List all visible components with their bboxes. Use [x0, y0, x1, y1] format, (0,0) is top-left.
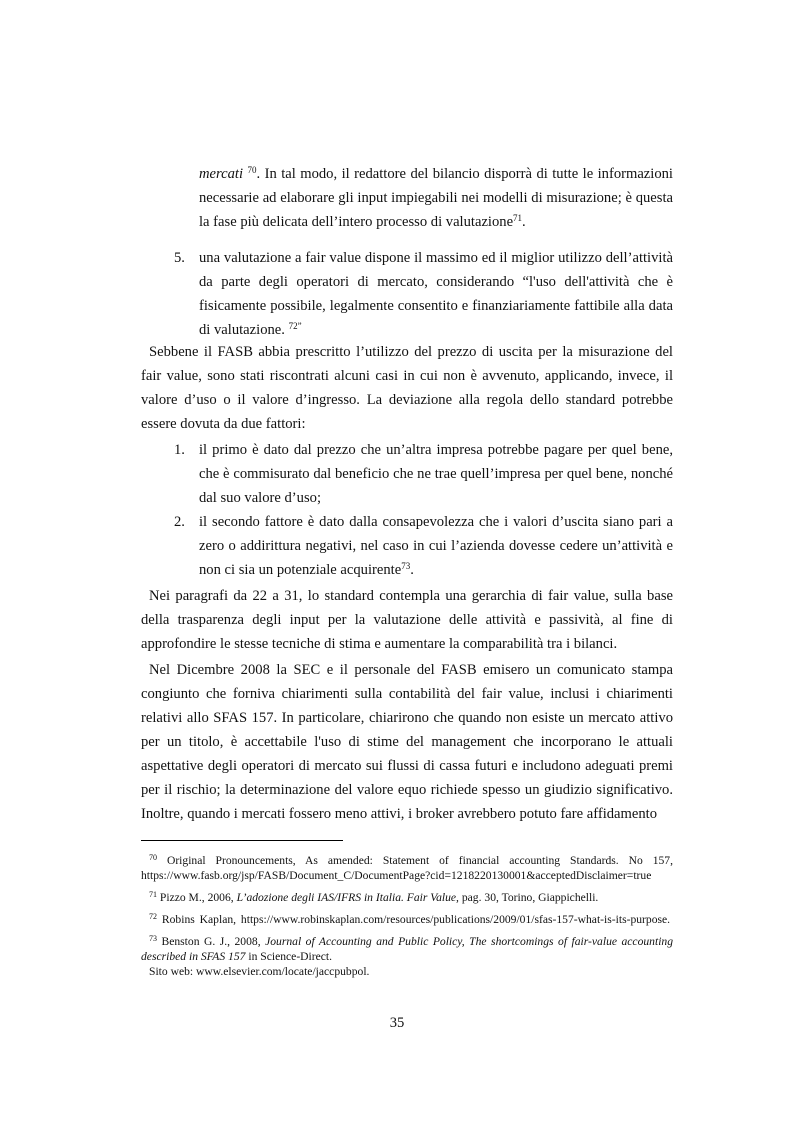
- page-number: 35: [389, 1015, 405, 1031]
- footnote-70: [141, 853, 673, 883]
- paragraph-1: Sebbene il FASB abbia prescritto l’utilizzo del prezzo di uscita per la misurazione del fair value, sono stati riscontrati alcuni casi in cui non è avvenuto, applicando, invece, il valore d’uso o il valore d’ingresso. La deviazione alla regola dello standard potrebbe essere dovuta da due fattori:: [141, 344, 673, 432]
- footnote-number: 72: [149, 912, 157, 921]
- numbered-list: [170, 438, 673, 582]
- list-continuation: [170, 162, 673, 342]
- footnote-number: 73: [149, 934, 157, 943]
- list-number: 5.: [174, 250, 185, 266]
- footnotes: [141, 853, 673, 986]
- item-end: .: [410, 562, 414, 578]
- footnote-73-site: Sito web: www.elsevier.com/locate/jaccpubpol.: [149, 965, 370, 978]
- footnote-title: L’adozione degli IAS/IFRS in Italia. Fair Value,: [236, 891, 459, 904]
- footnote-text: Benston G. J., 2008,: [161, 935, 266, 948]
- footnote-72: [141, 912, 673, 927]
- footnote-number: 71: [149, 890, 157, 899]
- footnote-number: 70: [149, 853, 157, 862]
- footnote-ref-70[interactable]: 70: [247, 165, 257, 175]
- list-item-4-continuation: [170, 162, 673, 234]
- item-end: .: [522, 214, 526, 230]
- item-text: . In tal modo, il redattore del bilancio disporrà di tutte le informazioni necessarie ad elaborare gli input impiegabili nei modelli di misurazione; è questa la fase più delicata dell’intero processo di valutazione: [199, 166, 673, 230]
- list-item-5: [170, 246, 673, 342]
- footnote-71: [141, 890, 673, 905]
- list-item-2: [170, 510, 673, 582]
- list-number: 2.: [174, 514, 185, 530]
- item-text: una valutazione a fair value dispone il massimo ed il miglior utilizzo dell’attività da parte degli operatori di mercato, considerando “l'uso dell'attività che è fisicamente possibile, legalmente consentito e finanziariamente fattibile alla data di valutazione.: [199, 250, 673, 338]
- footnote-text: Robins Kaplan, https://www.robinskaplan.com/resources/publications/2009/01/sfas-157-what-is-its-purpose.: [161, 913, 671, 926]
- footnote-ref-73[interactable]: 73: [401, 561, 411, 571]
- list-number: 1.: [174, 442, 185, 458]
- footnote-separator: [141, 840, 343, 841]
- footnote-text-end: in Science-Direct.: [245, 950, 333, 963]
- footnote-ref-72[interactable]: [289, 321, 302, 331]
- item-text: il secondo fattore è dato dalla consapevolezza che i valori d’uscita siano pari a zero o addirittura negativi, nel caso in cui l’azienda dovesse cedere un’attività e non ci sia un potenziale acquirente: [199, 514, 673, 578]
- italic-word: mercati: [199, 166, 244, 182]
- footnote-title: Journal of Accounting and Public Policy, The shortcomings of fair-value accounting described in SFAS 157: [141, 935, 674, 963]
- footnote-ref-71[interactable]: 71: [513, 213, 523, 223]
- list-item-1: [170, 438, 673, 510]
- footnote-ref-72-num: 72: [288, 321, 298, 331]
- footnote-text: Pizzo M., 2006,: [159, 891, 237, 904]
- paragraph-3: Nel Dicembre 2008 la SEC e il personale del FASB emisero un comunicato stampa congiunto che forniva chiarimenti sulla contabilità del fair value, inclusi i chiarimenti relativi allo SFAS 157. In particolare, chiarirono che quando non esiste un mercato attivo per un titolo, è accettabile l'uso di stime del management che incorporano le attuali aspettative degli operatori di mercato sui flussi di cassa futuri e includono adeguati premi per il rischio; la determinazione del valore equo richiede spesso un giudizio significativo. Inoltre, quando i mercati fossero meno attivi, i broker avrebbero potuto fare affidamento: [141, 662, 673, 822]
- footnote-73: [141, 934, 673, 964]
- footnote-text: Original Pronouncements, As amended: Statement of financial accounting Standards. No 157, https://www.fasb.org/jsp/FASB/Document_C/DocumentPage?cid=1218220130001&acceptedDisclaimer=true: [141, 854, 673, 882]
- item-text: il primo è dato dal prezzo che un’altra impresa potrebbe pagare per quel bene, che è commisurato dal beneficio che ne trae quell’impresa per quel bene, nonché dal suo valore d’uso;: [199, 442, 673, 506]
- quote-close: ”: [297, 321, 302, 331]
- paragraph-2: Nei paragrafi da 22 a 31, lo standard contempla una gerarchia di fair value, sulla base della trasparenza degli input per la valutazione delle attività e passività, al fine di approfondire le stesse tecniche di stima e aumentare la comparabilità tra i bilanci.: [141, 588, 673, 652]
- footnote-text-end: pag. 30, Torino, Giappichelli.: [458, 891, 599, 904]
